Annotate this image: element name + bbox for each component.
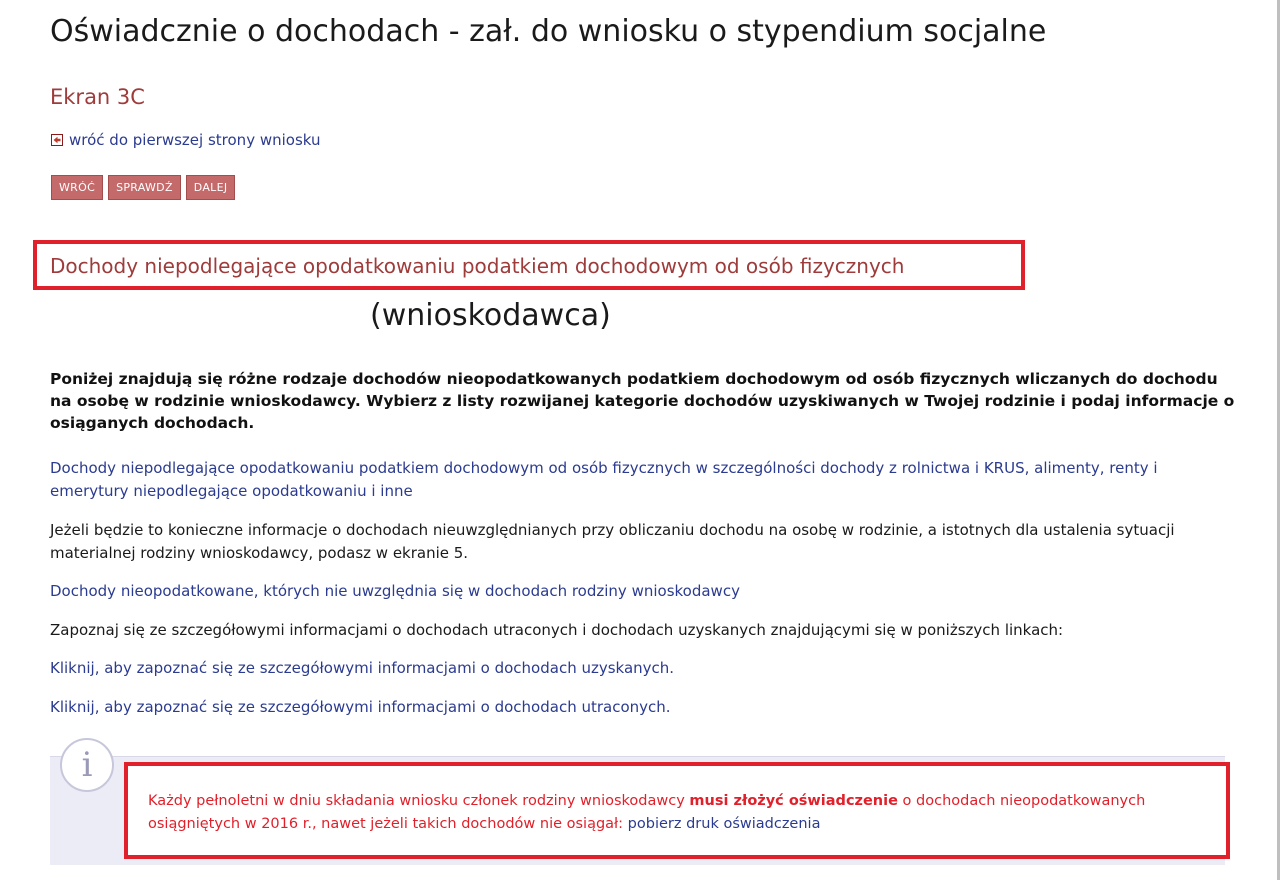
download-declaration-link[interactable]: pobierz druk oświadczenia (627, 816, 821, 832)
intro-text: Poniżej znajdują się różne rodzaje dochodów nieopodatkowanych podatkiem dochodowym od osób fizycznych wliczanych do dochodu na osobę w rodzinie wnioskodawcy. Wybierz z listy rozwijanej kategorie dochodów uzyskiwanych w Twojej rodzinie i podaj informacje o osiąganych dochodach. (50, 370, 1235, 432)
obtained-income-paragraph (50, 657, 1230, 680)
nav-buttons (51, 175, 235, 200)
back-button[interactable]: WRÓĆ (51, 175, 103, 200)
info-icon: i (60, 738, 114, 792)
notice-text-bold: musi złożyć oświadczenie (689, 793, 898, 809)
income-types-link[interactable]: Dochody niepodlegające opodatkowaniu podatkiem dochodowym od osób fizycznych w szczególności dochody z rolnictwa i KRUS, alimenty, renty i emerytury niepodlegające opodatkowaniu i inne (50, 459, 1158, 500)
section-heading: Dochody niepodlegające opodatkowaniu podatkiem dochodowym od osób fizycznych (50, 254, 905, 278)
screen-label: Ekran 3C (50, 85, 145, 109)
notice-text (148, 790, 1213, 836)
applicant-label: (wnioskodawca) (370, 298, 611, 333)
excluded-income-link[interactable]: Dochody nieopodatkowane, których nie uwzględnia się w dochodach rodziny wnioskodawcy (50, 582, 740, 600)
lost-income-link[interactable]: Kliknij, aby zapoznać się ze szczegółowymi informacjami o dochodach utraconych. (50, 698, 671, 716)
income-types-paragraph (50, 457, 1230, 503)
screen5-info-text: Jeżeli będzie to konieczne informacje o dochodach nieuwzględnianych przy obliczaniu dochodu na osobę w rodzinie, a istotnych dla ustalenia sytuacji materialnej rodziny wnioskodawcy, podasz w ekranie 5. (50, 521, 1175, 562)
next-button[interactable]: DALEJ (186, 175, 236, 200)
details-intro-text: Zapoznaj się ze szczegółowymi informacjami o dochodach utraconych i dochodach uzyskanych znajdującymi się w poniższych linkach: (50, 621, 1064, 639)
back-link-row (51, 131, 321, 149)
back-arrow-icon (51, 134, 63, 146)
excluded-income-paragraph (50, 580, 1230, 603)
notice-text-after: o dochodach nieopodatkowanych osiągniętych w 2016 r., nawet jeżeli takich dochodów nie osiągał: (148, 793, 1146, 832)
notice-text-before: Każdy pełnoletni w dniu składania wniosku członek rodziny wnioskodawcy (148, 793, 690, 809)
obtained-income-link[interactable]: Kliknij, aby zapoznać się ze szczegółowymi informacjami o dochodach uzyskanych. (50, 659, 675, 677)
back-to-first-page-link[interactable]: wróć do pierwszej strony wniosku (69, 131, 321, 149)
check-button[interactable]: SPRAWDŹ (108, 175, 181, 200)
lost-income-paragraph (50, 696, 1230, 719)
page-title: Oświadcznie o dochodach - zał. do wniosku o stypendium socjalne (50, 14, 1047, 49)
